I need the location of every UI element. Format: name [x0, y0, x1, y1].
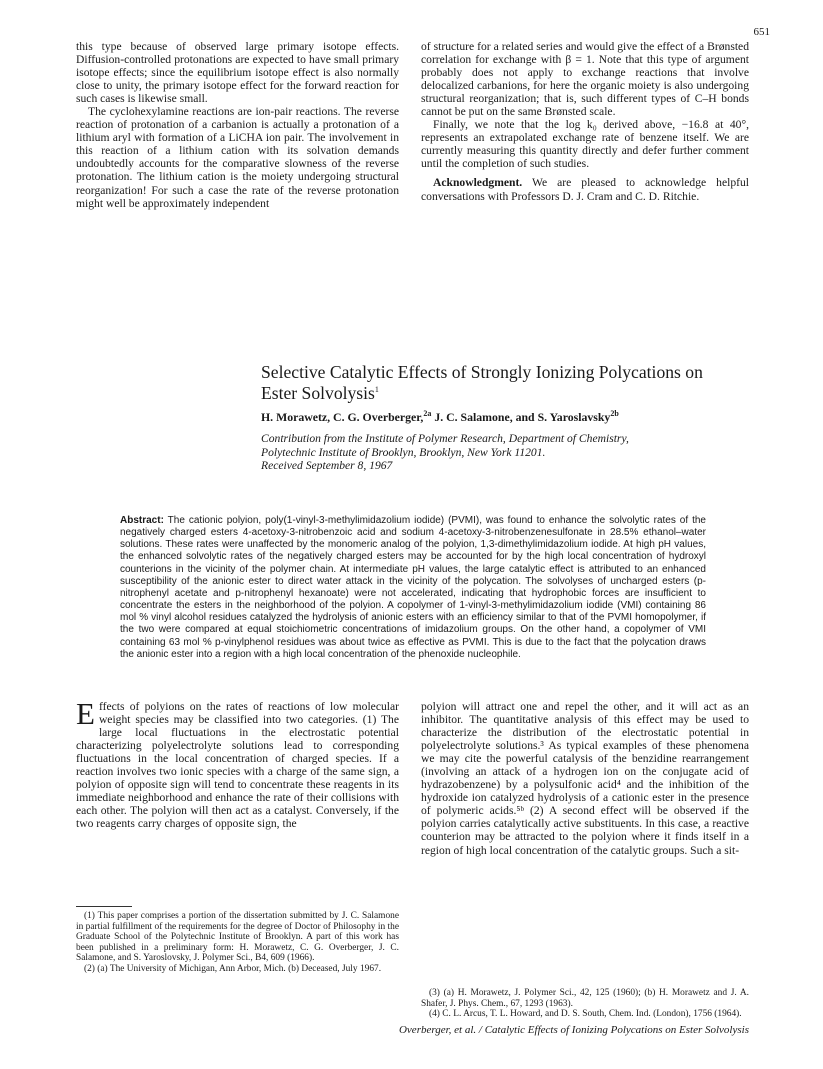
- page-number: 651: [753, 26, 770, 38]
- affiliation-line: Contribution from the Institute of Polymer Research, Department of Chemistry,: [261, 432, 629, 445]
- abstract: [120, 515, 706, 661]
- received-date: Received September 8, 1967: [261, 459, 393, 472]
- right-column-continued-text: [421, 40, 749, 203]
- footnotes-right: [421, 988, 749, 1020]
- footnote: (3) (a) H. Morawetz, J. Polymer Sci., 42, 125 (1960); (b) H. Morawetz and J. A. Shafer, J. Phys. Chem., 67, 1293 (1963).: [421, 988, 749, 1009]
- paragraph: Finally, we note that the log k₀ derived above, −16.8 at 40°, represents an extrapolated exchange rate of benzene itself. We are currently measuring this quantity directly and defer further comment until the completion of such studies.: [421, 118, 749, 171]
- authors-part: J. C. Salamone, and S. Yaroslavsky: [431, 410, 611, 424]
- acknowledgment: [421, 176, 749, 202]
- paragraph: The cyclohexylamine reactions are ion-pair reactions. The reverse reaction of protonation of a carbanion is actually a protonation of a lithium aryl with formation of a LiCHA ion pair. The involvement in this reaction of a lithium cation with its solvation demands undoubtedly accounts for the comparative slowness of the reverse protonation. The lithium cation is the moiety undergoing structural reorganization! For such a case the rate of the reverse protonation might well be approximately independent: [76, 105, 399, 210]
- acknowledgment-text: We are pleased to acknowledge helpful conversations with Professors D. J. Cram and C. D. Ritchie.: [421, 176, 749, 203]
- author-footnote-marker: 2a: [423, 409, 432, 419]
- paragraph: polyion will attract one and repel the other, and it will act as an inhibitor. The quantitative analysis of this effect may be used to characterize the distribution of the electrostatic potential in polyelectrolyte solutions.³ As typical examples of these phenomena we may cite the powerful catalysis of the benzidine rearrangement (involving an attack of a hydrogen ion on the conjugate acid of hydrazobenzene) by a polysulfonic acid⁴ and the inhibition of the hydroxide ion catalyzed hydrolysis of a cationic ester in the presence of polymeric acids.⁵ᵇ (2) A second effect will be observed if the polyion carries catalytically active substituents. In this case, a reactive counterion may be attracted to the polyion where it finds itself in a region of high local concentration of the catalytic groups. Such a sit-: [421, 700, 749, 857]
- left-column-continued-text: [76, 40, 399, 210]
- abstract-text: The cationic polyion, poly(1-vinyl-3-methylimidazolium iodide) (PVMI), was found to enhance the solvolytic rates of the negatively charged esters 4-acetoxy-3-nitrobenzoic acid and sodium 4-acetoxy-3-nitrobenzenesulfonate in 28.5% ethanol–water solutions. These rates were unaffected by the monomeric analog of the polyion, 1,3-dimethylimidazolium iodide. At high pH values, the enhanced solvolytic rates of the negatively charged esters may be accounted for by the high local concentration of hydroxyl counterions in the vicinity of the polymer chain. At intermediate pH values, the large catalytic effect is attributed to an enhanced susceptibility of the anionic ester to direct water attack in the vicinity of the polycation. The solvolyses of uncharged esters (p-nitrophenyl acetate and p-nitrophenyl hexanoate) were not accelerated, indicating that hydrophobic forces are insufficient to concentrate the esters in the neighborhood of the polyion. A copolymer of 1-vinyl-3-methylimidazolium iodide (VMI) containing 86 mol % vinyl alcohol residues catalyzed the hydrolysis of anionic esters with an efficiency similar to that of the PVMI homopolymer, if the two were compared at equal stoichiometric concentrations of imidazolium groups. On the other hand, a copolymer of VMI containing 63 mol % p-vinylphenol residues was about twice as effective as PVMI. This is due to the fact that the polycation draws the anionic ester into a region with a high local concentration of the phenoxide nucleophile.: [120, 515, 706, 660]
- footnote: (4) C. L. Arcus, T. L. Howard, and D. S. South, Chem. Ind. (London), 1756 (1964).: [429, 1009, 742, 1019]
- paragraph: [76, 696, 399, 831]
- abstract-label: Abstract:: [120, 515, 164, 526]
- body-right-column: [421, 700, 749, 857]
- authors: [261, 410, 741, 425]
- body-left-column: [76, 696, 399, 831]
- article-title-text: Selective Catalytic Effects of Strongly Ionizing Polycations on Ester Solvolysis: [261, 362, 703, 403]
- affiliation: [261, 432, 741, 473]
- running-footer: Overberger, et al. / Catalytic Effects of Ionizing Polycations on Ester Solvolysis: [398, 1024, 749, 1036]
- footnote: (2) (a) The University of Michigan, Ann Arbor, Mich. (b) Deceased, July 1967.: [84, 963, 382, 974]
- body-text: ffects of polyions on the rates of reactions of low molecular weight species may be classified into two categories. (1) The large local fluctuations in the electrostatic potential characterizing polyelectrolyte solutions lead to corresponding fluctuations in the local concentration of charged species. If a reaction involves two ionic species with a charge of the same sign, a polyion of opposite sign will tend to concentrate these reagents in its immediate neighborhood and enhance the rate of their collisions with each other. The polyion will then act as a catalyst. Conversely, if the two reagents carry charges of opposite sign, the: [76, 700, 399, 831]
- footnote-divider: [76, 906, 132, 907]
- footnotes-left: [76, 911, 399, 974]
- article-title: [261, 362, 731, 404]
- paragraph: of structure for a related series and would give the effect of a Brønsted correlation for exchange with β = 1. Note that this type of argument probably does not apply to exchange reactions that involve delocalized carbanions, for here the organic moiety is also undergoing structural reorganization; that is, such different types of C–H bonds cannot be put on the same Brønsted scale.: [421, 40, 749, 119]
- acknowledgment-label: Acknowledgment.: [433, 176, 523, 190]
- author-footnote-marker: 2b: [610, 409, 619, 419]
- drop-cap: E: [76, 696, 95, 731]
- affiliation-line: Polytechnic Institute of Brooklyn, Brooklyn, New York 11201.: [261, 445, 546, 459]
- paragraph: this type because of observed large primary isotope effects. Diffusion-controlled protonations are expected to have small primary isotope effects; since the equilibrium isotope effect is also normally close to unity, the primary isotope effect for the forward reaction for such cases is likewise small.: [76, 40, 399, 106]
- footnote: (1) This paper comprises a portion of the dissertation submitted by J. C. Salamone in partial fulfillment of the requirements for the degree of Doctor of Philosophy in the Graduate School of the Polytechnic Institute of Brooklyn. A part of this work has been published in a preliminary form: H. Morawetz, C. G. Overberger, J. C. Salamone, and S. Yaroslovsky, J. Polymer Sci., B4, 609 (1966).: [76, 911, 399, 963]
- authors-part: H. Morawetz, C. G. Overberger,: [261, 410, 424, 424]
- title-footnote-marker: 1: [374, 385, 379, 395]
